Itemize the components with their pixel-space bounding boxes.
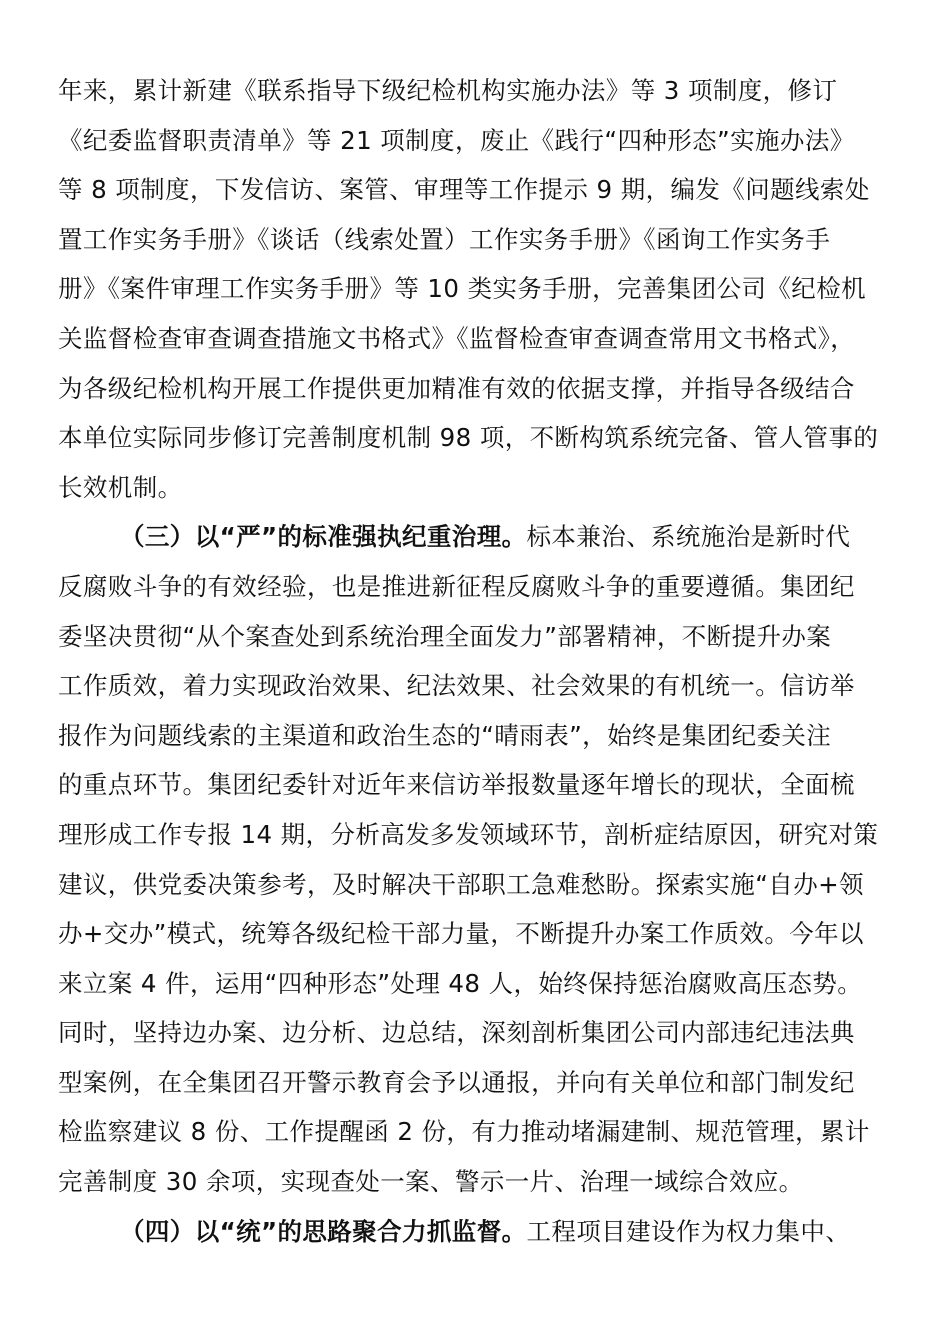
document-page	[58, 66, 892, 1256]
text-line: 等 8 项制度，下发信访、案管、审理等工作提示 9 期，编发《问题线索处	[58, 175, 870, 205]
paragraph-discipline	[58, 512, 892, 1206]
text-line: 型案例，在全集团召开警示教育会予以通报，并向有关单位和部门制发纪	[58, 1067, 855, 1097]
text-line: 同时，坚持边办案、边分析、边总结，深刻剖析集团公司内部违纪违法典	[58, 1018, 855, 1048]
text-line: 工作质效，着力实现政治效果、纪法效果、社会效果的有机统一。信访举	[58, 671, 855, 701]
text-line: 的重点环节。集团纪委针对近年来信访举报数量逐年增长的现状，全面梳	[58, 770, 855, 800]
text-line: 册》《案件审理工作实务手册》等 10 类实务手册，完善集团公司《纪检机	[58, 274, 866, 304]
text-line: 来立案 4 件，运用“四种形态”处理 48 人，始终保持惩治腐败高压态势。	[58, 968, 863, 998]
text-line: 办+交办”模式，统筹各级纪检干部力量，不断提升办案工作质效。今年以	[58, 919, 864, 949]
text-line: 反腐败斗争的有效经验，也是推进新征程反腐败斗争的重要遵循。集团纪	[58, 571, 855, 601]
section-heading-4: （四）以“统”的思路聚合力抓监督。	[120, 1216, 527, 1246]
text-line: 关监督检查审查调查措施文书格式》《监督检查审查调查常用文书格式》，	[58, 323, 856, 353]
text-line-first	[58, 512, 892, 562]
text-line: 检监察建议 8 份、工作提醒函 2 份，有力推动堵漏建制、规范管理，累计	[58, 1117, 870, 1147]
text-line: 本单位实际同步修订完善制度机制 98 项，不断构筑系统完备、管人管事的	[58, 423, 879, 453]
text-line: 委坚决贯彻“从个案查处到系统治理全面发力”部署精神，不断提升办案	[58, 621, 832, 651]
section-heading-3: （三）以“严”的标准强执纪重治理。	[120, 522, 527, 552]
text-line: 年来，累计新建《联系指导下级纪检机构实施办法》等 3 项制度，修订	[58, 76, 838, 105]
paragraph-regulations	[58, 66, 892, 512]
text-line: 完善制度 30 余项，实现查处一案、警示一片、治理一域综合效应。	[58, 1167, 804, 1197]
paragraph-supervision	[58, 1207, 892, 1257]
heading-trailing-text: 工程项目建设作为权力集中、	[526, 1216, 851, 1246]
text-line: 理形成工作专报 14 期，分析高发多发领域环节，剖析症结原因，研究对策	[58, 819, 879, 849]
text-line: 为各级纪检机构开展工作提供更加精准有效的依据支撑，并指导各级结合	[58, 373, 855, 403]
text-line: 《纪委监督职责清单》等 21 项制度，废止《践行“四种形态”实施办法》	[58, 125, 855, 155]
text-line: 置工作实务手册》《谈话（线索处置）工作实务手册》《函询工作实务手	[58, 224, 831, 254]
text-line: 报作为问题线索的主渠道和政治生态的“晴雨表”，始终是集团纪委关注	[58, 720, 832, 750]
text-line: 建议，供党委决策参考，及时解决干部职工急难愁盼。探索实施“自办+领	[58, 869, 864, 899]
text-line-first	[58, 1207, 892, 1257]
heading-trailing-text: 标本兼治、系统施治是新时代	[526, 522, 851, 552]
text-line: 长效机制。	[58, 472, 183, 502]
